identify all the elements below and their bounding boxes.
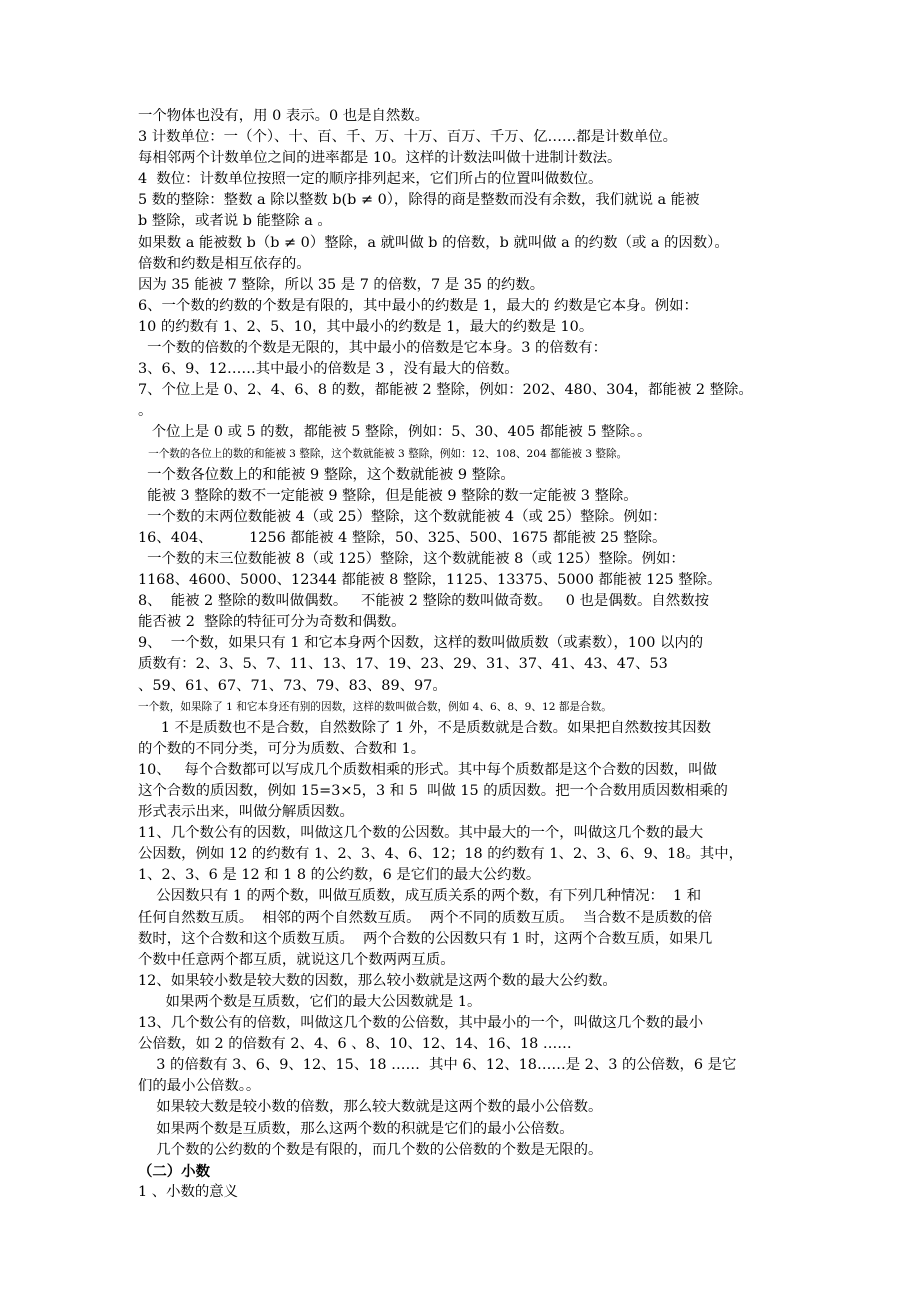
text-line: 1 、小数的意义 <box>138 1183 239 1200</box>
text-line: 1、2、3、6 是 12 和 1 8 的公约数，6 是它们的最大公约数。 <box>138 867 541 884</box>
text-line: 任何自然数互质。 相邻的两个自然数互质。 两个不同的质数互质。 当合数不是质数的倍 <box>138 909 713 926</box>
text-line: 9、 一个数，如果只有 1 和它本身两个因数，这样的数叫做质数（或素数），100 以内的 <box>138 635 704 652</box>
text-line: 因为 35 能被 7 整除，所以 35 是 7 的倍数，7 是 35 的约数。 <box>138 276 545 293</box>
text-line: 8、 能被 2 整除的数叫做偶数。 不能被 2 整除的数叫做奇数。 0 也是偶数。自然数按 <box>138 593 709 610</box>
text-line: 的个数的不同分类，可分为质数、合数和 1。 <box>138 740 426 757</box>
text-line: 几个数的公约数的个数是有限的，而几个数的公倍数的个数是无限的。 <box>138 1141 603 1158</box>
text-line: 一个物体也没有，用 0 表示。0 也是自然数。 <box>138 108 430 124</box>
text-line: 们的最小公倍数。。 <box>138 1078 261 1095</box>
text-line: 公因数，例如 12 的约数有 1、2、3、4、6、12；18 的约数有 1、2、3、6、9、18。其中， <box>138 846 744 863</box>
text-line: 11、几个数公有的因数，叫做这几个数的公因数。其中最大的一个，叫做这几个数的最大 <box>138 825 704 842</box>
text-line: 10 的约数有 1、2、5、10，其中最小的约数是 1，最大的约数是 10。 <box>138 318 594 335</box>
text-line: 10、 每个合数都可以写成几个质数相乘的形式。其中每个质数都是这个合数的因数，叫做 <box>138 761 717 778</box>
text-line: 公因数只有 1 的两个数，叫做互质数，成互质关系的两个数，有下列几种情况： 1 和 <box>138 888 702 905</box>
text-line: 3 的倍数有 3、6、9、12、15、18 …… 其中 6、12、18……是 2、3 的公倍数，6 是它 <box>138 1057 737 1074</box>
text-line: 16、404、 1256 都能被 4 整除，50、325、500、1675 都能被 25 整除。 <box>138 529 667 546</box>
text-line: 12、如果较小数是较大数的因数，那么较小数就是这两个数的最大公约数。 <box>138 972 617 989</box>
text-line: 数时，这个合数和这个质数互质。 两个合数的公因数只有 1 时，这两个合数互质，如果几 <box>138 930 713 947</box>
text-line: 个位上是 0 或 5 的数，都能被 5 整除，例如：5、30、405 都能被 5 整除。。 <box>138 424 652 441</box>
section-heading: （二）小数 <box>138 1162 210 1180</box>
text-line: 个数中任意两个都互质，就说这几个数两两互质。 <box>138 951 455 968</box>
text-line: 1 不是质数也不是合数，自然数除了 1 外，不是质数就是合数。如果把自然数按其因数 <box>138 719 711 736</box>
text-line: 倍数和约数是相互依存的。 <box>138 255 311 272</box>
text-line: 如果较大数是较小数的倍数，那么较大数就是这两个数的最小公倍数。 <box>138 1099 603 1116</box>
text-line: 质数有：2、3、5、7、11、13、17、19、23、29、31、37、41、43、47、53 <box>138 656 668 673</box>
text-line: 如果两个数是互质数，那么这两个数的积就是它们的最小公倍数。 <box>138 1120 574 1137</box>
text-line: 13、几个数公有的倍数，叫做这几个数的公倍数，其中最小的一个，叫做这几个数的最小 <box>138 1015 704 1032</box>
text-line: 4 数位：计数单位按照一定的顺序排列起来，它们所占的位置叫做数位。 <box>138 171 603 188</box>
text-line: 一个数各位数上的和能被 9 整除，这个数就能被 9 整除。 <box>138 466 515 483</box>
text-line: 一个数的末两位数能被 4（或 25）整除，这个数就能被 4（或 25）整除。例如： <box>138 508 667 525</box>
text-line: 这个合数的质因数，例如 15=3×5，3 和 5 叫做 15 的质因数。把一个合数用质因数相乘的 <box>138 783 728 799</box>
text-line: 1168、4600、5000、12344 都能被 8 整除，1125、13375、5000 都能被 125 整除。 <box>138 572 722 589</box>
text-line-small: 一个数，如果除了 1 和它本身还有别的因数，这样的数叫做合数，例如 4、6、8、9、12 都是合数。 <box>138 700 612 713</box>
text-line: 能被 3 整除的数不一定能被 9 整除，但是能被 9 整除的数一定能被 3 整除。 <box>138 487 638 504</box>
text-line: 每相邻两个计数单位之间的进率都是 10。这样的计数法叫做十进制计数法。 <box>138 150 622 167</box>
text-line: 一个数的末三位数能被 8（或 125）整除，这个数就能被 8（或 125）整除。例如： <box>138 550 685 567</box>
text-line: 3、6、9、12……其中最小的倍数是 3 ，没有最大的倍数。 <box>138 361 519 378</box>
text-line: 形式表示出来，叫做分解质因数。 <box>138 804 354 821</box>
text-line: 7、个位上是 0、2、4、6、8 的数，都能被 2 整除，例如：202、480、304，都能被 2 整除。 <box>138 382 753 399</box>
text-line: 。 <box>138 403 153 420</box>
text-line: b 整除，或者说 b 能整除 a 。 <box>138 213 332 230</box>
text-line: 能否被 2 整除的特征可分为奇数和偶数。 <box>138 614 406 631</box>
text-line: 一个数的倍数的个数是无限的，其中最小的倍数是它本身。3 的倍数有： <box>138 340 607 357</box>
text-line: 6、一个数的约数的个数是有限的，其中最小的约数是 1，最大的 约数是它本身。例如： <box>138 297 698 314</box>
text-line: 3 计数单位：一（个）、十、百、千、万、十万、百万、千万、亿……都是计数单位。 <box>138 129 677 146</box>
text-line-small: 一个数的各位上的数的和能被 3 整除，这个数就能被 3 整除，例如：12、108、204 都能被 3 整除。 <box>138 447 628 460</box>
text-line: 公倍数，如 2 的倍数有 2、4、6 、8、10、12、14、16、18 …… <box>138 1036 572 1053</box>
text-line: 5 数的整除：整数 a 除以整数 b(b ≠ 0），除得的商是整数而没有余数，我们就说 a 能被 <box>138 192 700 209</box>
text-line: 如果数 a 能被数 b（b ≠ 0）整除，a 就叫做 b 的倍数，b 就叫做 a 的约数（或 a 的因数）。 <box>138 234 729 251</box>
document-page <box>138 106 788 1203</box>
text-line: 、59、61、67、71、73、79、83、89、97。 <box>138 677 447 694</box>
text-line: 如果两个数是互质数，它们的最大公因数就是 1。 <box>138 993 482 1010</box>
